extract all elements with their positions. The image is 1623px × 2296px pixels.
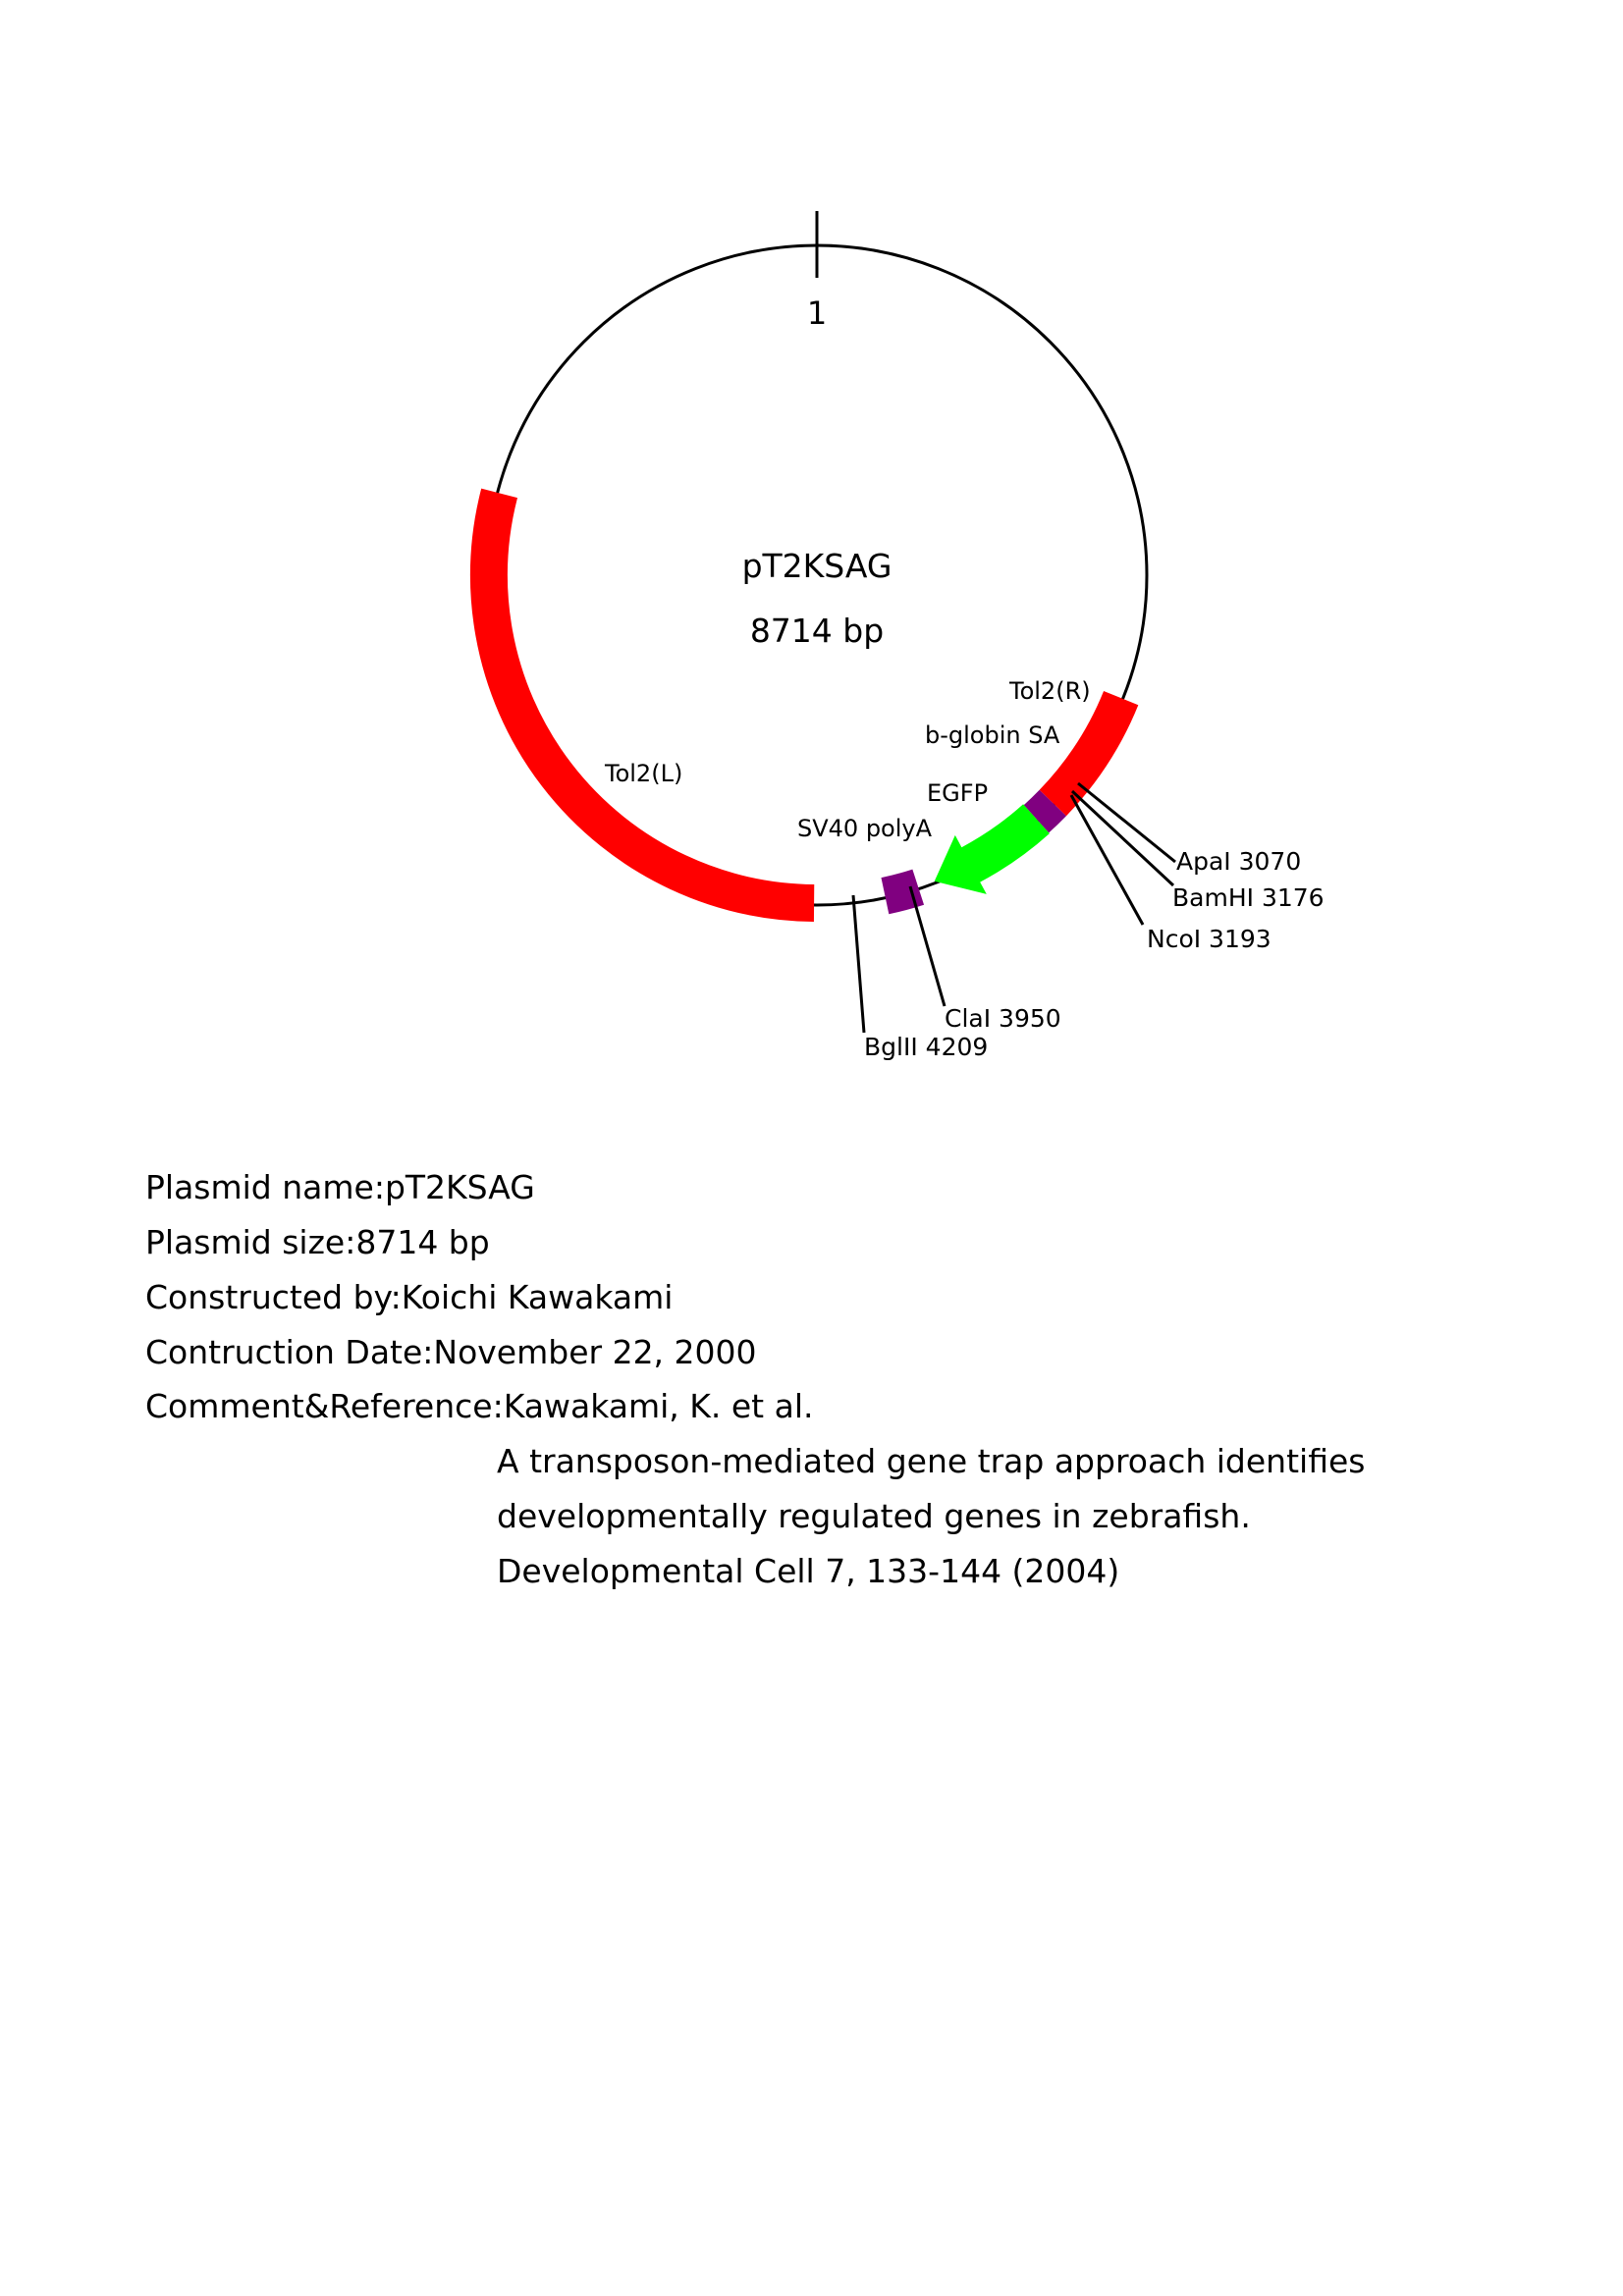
site-label-clai: ClaI 3950	[945, 1004, 1061, 1033]
info-reference-line-2: developmentally regulated genes in zebrafish.	[497, 1497, 1251, 1535]
info-plasmid-name: Plasmid name:pT2KSAG	[145, 1168, 535, 1206]
feature-label-tol2l: Tol2(L)	[605, 760, 683, 787]
feature-label-bglobin: b-globin SA	[925, 721, 1060, 749]
info-plasmid-size: Plasmid size:8714 bp	[145, 1223, 490, 1261]
origin-label: 1	[806, 294, 828, 332]
info-comment-reference: Comment&Reference:Kawakami, K. et al.	[145, 1387, 814, 1425]
plasmid-name-center: pT2KSAG	[741, 547, 893, 585]
info-construction-date: Contruction Date:November 22, 2000	[145, 1333, 757, 1371]
site-label-ncoi: NcoI 3193	[1147, 925, 1271, 953]
info-reference-line-1: A transposon-mediated gene trap approach identifies	[497, 1442, 1366, 1480]
feature-label-sv40: SV40 polyA	[797, 815, 933, 842]
info-constructed-by: Constructed by:Koichi Kawakami	[145, 1278, 674, 1316]
feature-label-egfp: EGFP	[927, 779, 989, 807]
info-reference-line-3: Developmental Cell 7, 133-144 (2004)	[497, 1552, 1120, 1590]
plasmid-size-center: 8714 bp	[749, 612, 885, 650]
feature-label-tol2r: Tol2(R)	[1009, 677, 1091, 705]
site-label-bglii: BglII 4209	[864, 1033, 989, 1061]
site-label-apai: ApaI 3070	[1176, 847, 1302, 876]
site-label-bamhi: BamHI 3176	[1172, 883, 1325, 912]
